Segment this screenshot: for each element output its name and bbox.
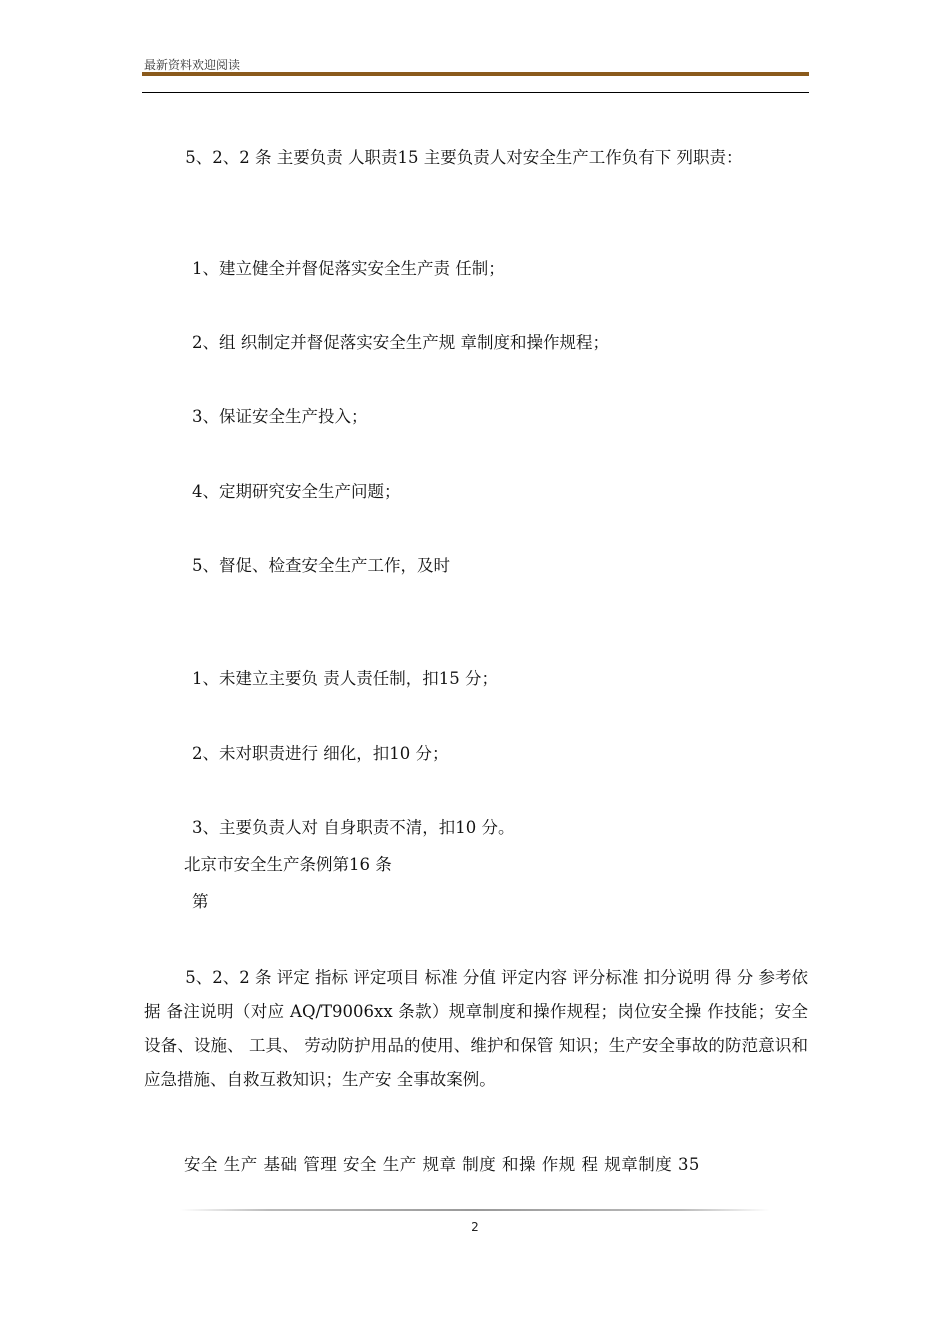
list-item-2: 2、组 织制定并督促落实安全生产规 章制度和操作规程； [192, 333, 609, 352]
list-item-3: 3、保证安全生产投入； [192, 407, 368, 426]
footer-rule [180, 1209, 770, 1211]
header-text: 最新资料欢迎阅读 [144, 58, 241, 72]
page-number: 2 [471, 1220, 479, 1234]
list-item-5: 5、督促、检查安全生产工作，及时 [192, 556, 450, 575]
header-rule-brown [142, 72, 809, 76]
paragraph-evaluation: 5、2、2 条 评定 指标 评定项目 标准 分值 评定内容 评分标准 扣分说明 得 分 参考依据 备注说明（对应 AQ/T9006xx 条款）规章制度和操作规程；岗位安全操 作技能；安全设备、设施、 工具、 劳动防护用品的使用、维护和保管 知识；生产安全事故的防范意识和 应急措施、自救互救知识；生产安 全事故案例。 [144, 968, 808, 1089]
reference-di: 第 [192, 892, 209, 911]
score-item-2: 2、未对职责进行 细化，扣10 分； [192, 744, 449, 763]
list-item-4: 4、定期研究安全生产问题； [192, 482, 401, 501]
reference-line: 北京市安全生产条例第16 条 [184, 855, 392, 874]
score-item-1: 1、未建立主要负 责人责任制，扣15 分； [192, 669, 498, 688]
header-rule-black [142, 92, 809, 93]
score-item-3: 3、主要负责人对 自身职责不清，扣10 分。 [192, 818, 515, 837]
paragraph-main-responsibility: 5、2、2 条 主要负责 人职责15 主要负责人对安全生产工作负有下 列职责： [185, 148, 743, 167]
paragraph-rules: 安全 生产 基础 管理 安全 生产 规章 制度 和操 作规 程 规章制度 35 [184, 1155, 700, 1174]
list-item-1: 1、建立健全并督促落实安全生产责 任制； [192, 259, 505, 278]
